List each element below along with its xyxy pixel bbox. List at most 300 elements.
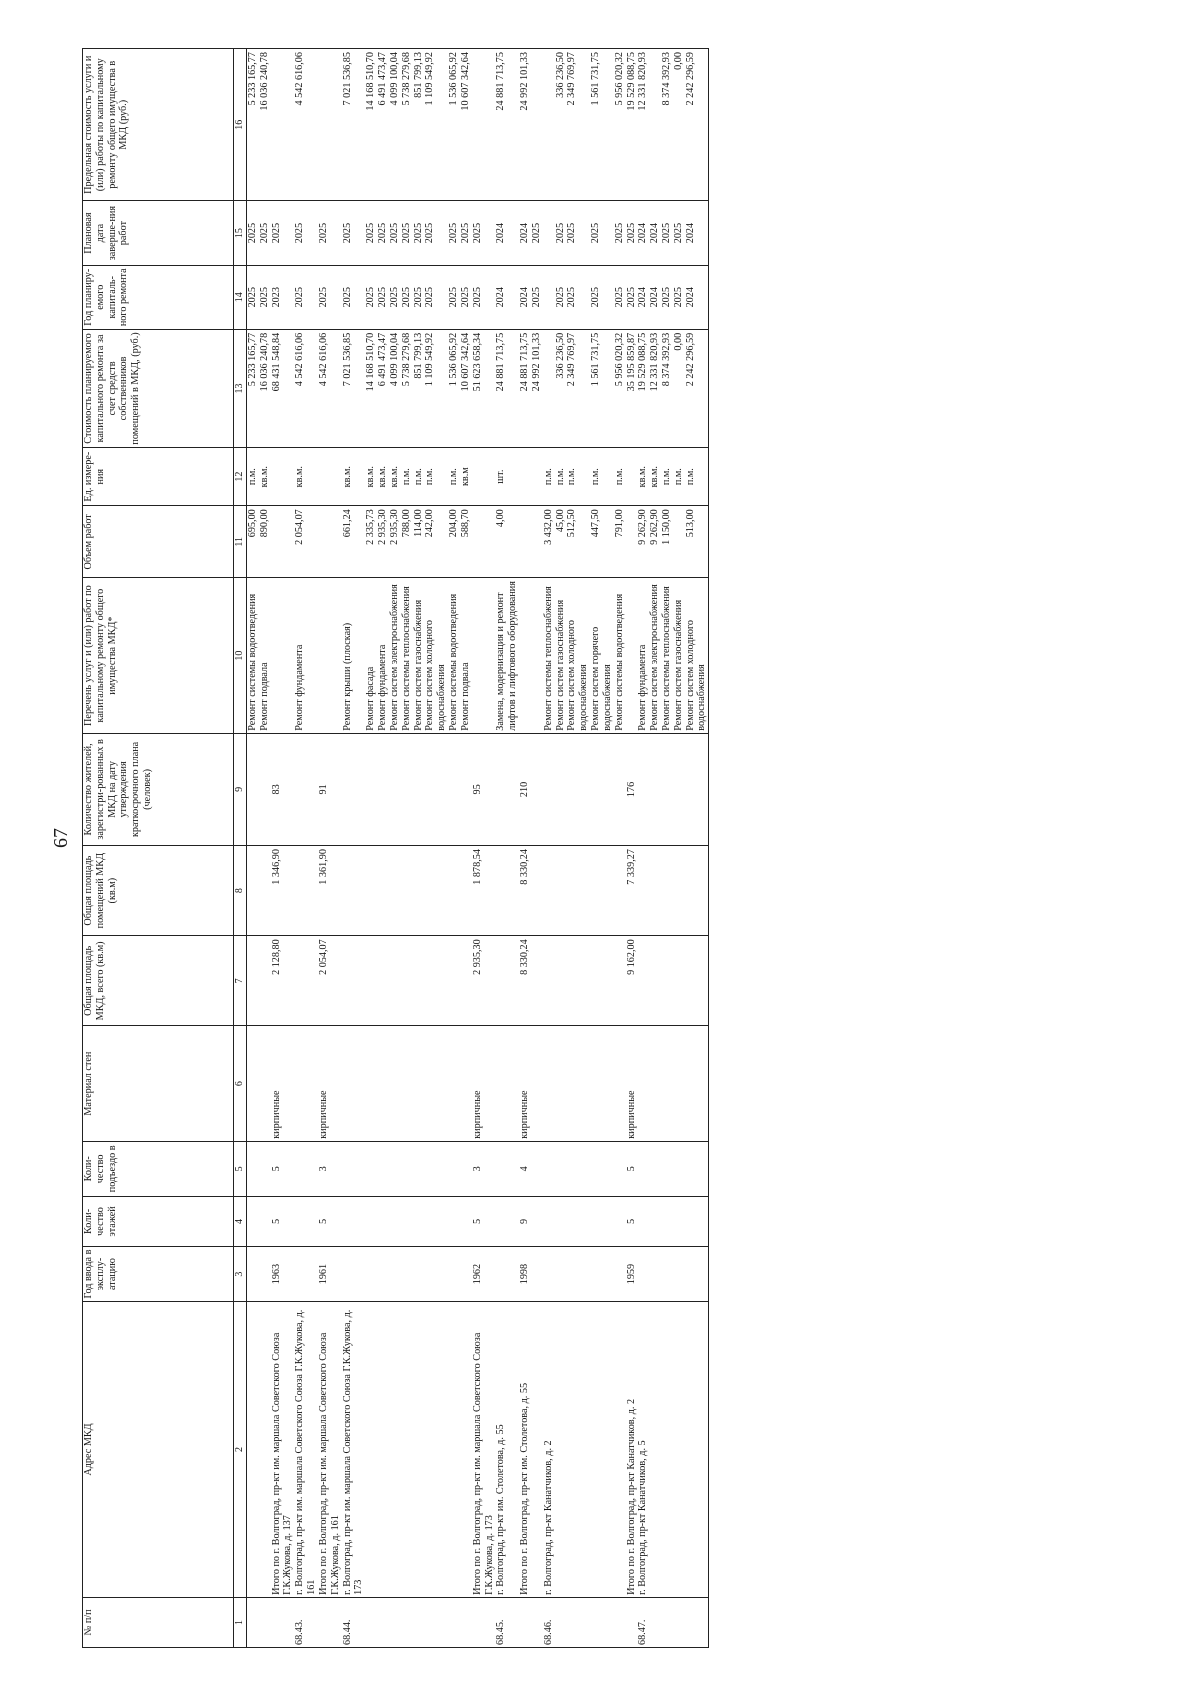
cell-floors [649,1196,661,1246]
cell-max-cost: 16 036 240,78 [259,49,271,202]
cell-wall-material: кирпичные [519,1026,543,1141]
cell-unit: кв.м. [649,448,661,506]
cell-row-number [649,1597,661,1647]
table-row [259,49,271,1648]
cell-unit: кв.м. [259,448,271,506]
column-header: Количество жителей, зарегистри-рованных в МКД на дату утверждения краткосрочного плана (человек) [83,733,234,845]
cell-work-description: Ремонт фундамента [637,578,649,733]
cell-planned-year: 2025 [661,265,673,329]
cell-max-cost: 24 992 101,33 [519,49,543,202]
cell-work-description: Ремонт фасада [365,578,377,733]
cell-entrances [614,1141,626,1196]
table-row [614,49,626,1648]
cell-row-number [271,1597,295,1647]
cell-total-area [389,936,401,1026]
cell-entrances [649,1141,661,1196]
cell-address: г. Волгоград, пр-кт Канатчиков, д. 2 [543,1302,555,1598]
cell-total-area [294,936,318,1026]
cell-planned-year: 2025 [566,265,590,329]
cell-address [401,1302,413,1598]
cell-entrances: 3 [472,1141,496,1196]
cell-completion-date: 2025 [626,201,638,265]
cell-total-area [637,936,649,1026]
cell-premises-area [413,846,425,936]
cell-entrances [294,1141,318,1196]
page-number: 67 [50,828,72,848]
cell-max-cost [271,49,295,202]
cell-unit: кв.м [460,448,472,506]
cell-residents [590,733,614,845]
cell-floors: 5 [626,1196,638,1246]
cell-entrances [401,1141,413,1196]
cell-max-cost: 336 236,50 [555,49,567,202]
cell-unit [271,448,295,506]
cell-entrances: 3 [318,1141,342,1196]
cell-wall-material: кирпичные [318,1026,342,1141]
cell-year-commissioned: 1961 [318,1247,342,1302]
cell-unit: п.м. [685,448,709,506]
column-index: 8 [234,846,247,936]
cell-row-number [424,1597,448,1647]
cell-work-volume: 2 935,30 [389,506,401,578]
cell-cost: 5 233 165,77 [247,329,259,447]
cell-wall-material [637,1026,649,1141]
cell-completion-date: 2025 [247,201,259,265]
cell-completion-date: 2025 [413,201,425,265]
cell-total-area [649,936,661,1026]
cell-max-cost [649,49,661,202]
table-row [318,49,342,1648]
cell-year-commissioned [566,1247,590,1302]
table-row [448,49,460,1648]
cell-completion-date: 2025 [342,201,366,265]
cell-planned-year: 2025 [294,265,318,329]
cell-completion-date: 2024 [637,201,649,265]
cell-planned-year: 2025 [472,265,496,329]
column-header: Год планиру-емого капиталь-ного ремонта [83,265,234,329]
cell-unit: п.м. [401,448,413,506]
cell-work-volume: 1 150,00 [661,506,673,578]
cell-entrances [413,1141,425,1196]
column-index: 5 [234,1141,247,1196]
cell-residents [365,733,377,845]
cell-work-volume: 695,00 [247,506,259,578]
cell-max-cost: 5 738 279,68 [401,49,413,202]
cell-max-cost: 19 529 088,75 [626,49,638,202]
cell-completion-date: 2025 [448,201,460,265]
cell-unit: кв.м. [294,448,318,506]
cell-planned-year: 2025 [365,265,377,329]
cell-row-number: 68.47. [637,1597,649,1647]
cell-premises-area [661,846,673,936]
cell-address [649,1302,661,1598]
table-row [460,49,472,1648]
cell-entrances [673,1141,685,1196]
cell-completion-date: 2025 [318,201,342,265]
cell-premises-area [614,846,626,936]
column-index: 4 [234,1196,247,1246]
cell-work-description: Ремонт подвала [460,578,472,733]
table-row [649,49,661,1648]
column-index: 3 [234,1247,247,1302]
cell-completion-date: 2025 [294,201,318,265]
cell-total-area [401,936,413,1026]
cell-planned-year: 2025 [389,265,401,329]
column-header: Объем работ [83,506,234,578]
cell-premises-area [401,846,413,936]
cell-row-number: 68.46. [543,1597,555,1647]
cell-cost: 51 623 658,34 [472,329,496,447]
cell-entrances [590,1141,614,1196]
column-index: 12 [234,448,247,506]
cell-wall-material [294,1026,318,1141]
cell-completion-date [543,201,555,265]
column-header: Год ввода в эксплу-атацию [83,1247,234,1302]
cell-year-commissioned: 1959 [626,1247,638,1302]
cell-planned-year: 2025 [377,265,389,329]
cell-work-description [472,578,496,733]
cell-planned-year: 2025 [401,265,413,329]
cell-total-area [543,936,555,1026]
cell-total-area: 8 330,24 [519,936,543,1026]
cell-year-commissioned [342,1247,366,1302]
cell-cost: 16 036 240,78 [259,329,271,447]
cell-address [566,1302,590,1598]
cell-total-area [448,936,460,1026]
cell-residents [637,733,649,845]
table-row [377,49,389,1648]
cell-floors [685,1196,709,1246]
cell-total-area [247,936,259,1026]
cell-wall-material [661,1026,673,1141]
table-row [365,49,377,1648]
cell-planned-year: 2023 [271,265,295,329]
cell-floors: 5 [472,1196,496,1246]
cell-floors [448,1196,460,1246]
cell-address [377,1302,389,1598]
cell-total-area [342,936,366,1026]
cell-unit: п.м. [661,448,673,506]
cell-planned-year: 2025 [673,265,685,329]
table-row [413,49,425,1648]
cell-planned-year: 2025 [318,265,342,329]
table-row [661,49,673,1648]
cell-completion-date: 2025 [566,201,590,265]
cell-year-commissioned: 1962 [472,1247,496,1302]
cell-wall-material [460,1026,472,1141]
cell-residents [377,733,389,845]
table-row [247,49,259,1648]
column-header: Адрес МКД [83,1302,234,1598]
cell-work-volume: 513,00 [685,506,709,578]
cell-floors [365,1196,377,1246]
cell-year-commissioned: 1963 [271,1247,295,1302]
cell-completion-date: 2024 [495,201,519,265]
cell-residents: 176 [626,733,638,845]
cell-cost: 0,00 [673,329,685,447]
table-row [637,49,649,1648]
cell-address [661,1302,673,1598]
cell-work-volume [271,506,295,578]
cell-wall-material [377,1026,389,1141]
cell-work-description: Ремонт крыши (плоская) [342,578,366,733]
cell-residents [389,733,401,845]
cell-address [448,1302,460,1598]
cell-row-number: 68.43. [294,1597,318,1647]
cell-work-description: Ремонт систем газоснабжения [413,578,425,733]
cell-row-number [259,1597,271,1647]
cell-year-commissioned [413,1247,425,1302]
cell-unit [472,448,496,506]
column-index: 15 [234,201,247,265]
cell-year-commissioned [661,1247,673,1302]
cell-floors [661,1196,673,1246]
cell-premises-area: 1 878,54 [472,846,496,936]
cell-work-description: Ремонт систем холодного водоснабжения [566,578,590,733]
cell-planned-year: 2025 [590,265,614,329]
cell-row-number [614,1597,626,1647]
cell-wall-material [448,1026,460,1141]
cell-wall-material: кирпичные [626,1026,638,1141]
cell-completion-date: 2024 [649,201,661,265]
cell-row-number [566,1597,590,1647]
cell-unit: шт. [495,448,519,506]
cell-residents [424,733,448,845]
cell-residents [413,733,425,845]
cell-row-number [401,1597,413,1647]
cell-work-volume [673,506,685,578]
cell-work-description: Ремонт фундамента [377,578,389,733]
cell-max-cost: 24 881 713,75 [495,49,519,202]
cell-total-area [495,936,519,1026]
cell-address [673,1302,685,1598]
cell-wall-material [424,1026,448,1141]
cell-year-commissioned [377,1247,389,1302]
column-header: Перечень услуг и (или) работ по капитальному ремонту общего имущества МКД* [83,578,234,733]
cell-year-commissioned [555,1247,567,1302]
cell-max-cost: 4 542 616,06 [294,49,318,202]
cell-total-area: 9 162,00 [626,936,638,1026]
cell-address [555,1302,567,1598]
cell-work-volume: 114,00 [413,506,425,578]
cell-unit [318,448,342,506]
cell-unit [519,448,543,506]
cell-premises-area [566,846,590,936]
cell-completion-date: 2025 [377,201,389,265]
cell-max-cost: 1 561 731,75 [590,49,614,202]
cell-wall-material [342,1026,366,1141]
cell-address [247,1302,259,1598]
cell-floors [673,1196,685,1246]
cell-total-area [424,936,448,1026]
cell-premises-area [673,846,685,936]
cell-work-description: Ремонт систем холодного водоснабжения [685,578,709,733]
column-index: 7 [234,936,247,1026]
cell-wall-material [543,1026,555,1141]
cell-address [389,1302,401,1598]
cell-planned-year: 2025 [614,265,626,329]
cell-floors [543,1196,555,1246]
cell-year-commissioned [614,1247,626,1302]
cell-wall-material [673,1026,685,1141]
cell-planned-year: 2025 [555,265,567,329]
cell-floors [342,1196,366,1246]
cell-work-volume: 661,24 [342,506,366,578]
cell-total-area [555,936,567,1026]
cell-year-commissioned: 1998 [519,1247,543,1302]
cell-work-description: Ремонт системы водоотведения [448,578,460,733]
column-index: 9 [234,733,247,845]
cell-floors [566,1196,590,1246]
cell-planned-year: 2025 [460,265,472,329]
cell-total-area [566,936,590,1026]
cell-floors [259,1196,271,1246]
cell-unit: п.м. [448,448,460,506]
cell-work-volume [519,506,543,578]
column-index: 16 [234,49,247,202]
cell-work-volume: 242,00 [424,506,448,578]
cell-total-area: 2 128,80 [271,936,295,1026]
repair-plan-table [82,48,709,1648]
column-index: 14 [234,265,247,329]
cell-residents [259,733,271,845]
cell-row-number [472,1597,496,1647]
cell-residents [673,733,685,845]
cell-max-cost [318,49,342,202]
cell-premises-area [460,846,472,936]
cell-completion-date: 2025 [271,201,295,265]
cell-row-number [673,1597,685,1647]
column-header: Плановая дата заверше-ния работ [83,201,234,265]
cell-premises-area [294,846,318,936]
cell-entrances [448,1141,460,1196]
cell-year-commissioned [590,1247,614,1302]
cell-total-area [661,936,673,1026]
table-row [519,49,543,1648]
cell-premises-area: 7 339,27 [626,846,638,936]
cell-cost: 68 431 548,84 [271,329,295,447]
column-header: Коли-чество подъездо в [83,1141,234,1196]
cell-premises-area [685,846,709,936]
cell-row-number [685,1597,709,1647]
cell-wall-material: кирпичные [271,1026,295,1141]
cell-work-volume: 2 054,07 [294,506,318,578]
table-row [342,49,366,1648]
cell-total-area [685,936,709,1026]
cell-cost: 4 099 100,04 [389,329,401,447]
cell-residents [566,733,590,845]
cell-work-volume: 3 432,00 [543,506,555,578]
table-row [495,49,519,1648]
column-header: Коли-чество этажей [83,1196,234,1246]
cell-planned-year: 2025 [626,265,638,329]
cell-row-number [626,1597,638,1647]
cell-work-volume: 4,00 [495,506,519,578]
cell-address: г. Волгоград, пр-кт им. маршала Советского Союза Г.К.Жукова, д. 161 [294,1302,318,1598]
cell-entrances [495,1141,519,1196]
cell-address [259,1302,271,1598]
column-index: 10 [234,578,247,733]
cell-cost: 851 799,13 [413,329,425,447]
cell-work-volume: 9 262,90 [649,506,661,578]
cell-residents [649,733,661,845]
table-row [590,49,614,1648]
cell-work-volume [318,506,342,578]
cell-cost: 1 109 549,92 [424,329,448,447]
column-header: Ед. измере-ния [83,448,234,506]
column-header: Материал стен [83,1026,234,1141]
cell-entrances [543,1141,555,1196]
cell-address [365,1302,377,1598]
cell-entrances [637,1141,649,1196]
cell-floors [247,1196,259,1246]
cell-row-number [247,1597,259,1647]
cell-year-commissioned [424,1247,448,1302]
cell-work-description [271,578,295,733]
cell-cost: 8 374 392,93 [661,329,673,447]
cell-total-area [673,936,685,1026]
column-index: 2 [234,1302,247,1598]
cell-completion-date: 2024 [685,201,709,265]
cell-premises-area: 1 361,90 [318,846,342,936]
table-row [424,49,448,1648]
cell-work-description: Ремонт системы теплоснабжения [543,578,555,733]
column-header: Предельная стоимость услуги и (или) работы по капитальному ремонту общего имущества в МКД (руб.) [83,49,234,202]
cell-address [590,1302,614,1598]
column-index: 11 [234,506,247,578]
cell-max-cost: 1 536 065,92 [448,49,460,202]
cell-address: г. Волгоград, пр-кт им. маршала Советского Союза Г.К.Жукова, д. 173 [342,1302,366,1598]
cell-residents [661,733,673,845]
cell-residents [543,733,555,845]
cell-floors [590,1196,614,1246]
cell-premises-area: 1 346,90 [271,846,295,936]
cell-completion-date: 2025 [472,201,496,265]
cell-work-volume: 204,00 [448,506,460,578]
cell-work-volume: 788,00 [401,506,413,578]
cell-address: Итого по г. Волгоград, пр-кт им. маршала Советского Союза Г.К.Жукова, д. 161 [318,1302,342,1598]
cell-work-volume: 447,50 [590,506,614,578]
rotated-table-page [82,48,1142,1648]
cell-residents [495,733,519,845]
cell-premises-area [259,846,271,936]
cell-year-commissioned [294,1247,318,1302]
cell-unit: п.м. [424,448,448,506]
cell-floors [495,1196,519,1246]
cell-cost: 4 542 616,06 [294,329,318,447]
cell-premises-area [389,846,401,936]
cell-entrances [424,1141,448,1196]
cell-total-area [259,936,271,1026]
cell-work-description: Замена, модернизация и ремонт лифтов и лифтового оборудования [495,578,519,733]
cell-wall-material [685,1026,709,1141]
cell-unit: п.м. [614,448,626,506]
cell-floors [614,1196,626,1246]
cell-completion-date: 2025 [661,201,673,265]
cell-entrances [661,1141,673,1196]
cell-premises-area [543,846,555,936]
cell-residents [247,733,259,845]
cell-year-commissioned [649,1247,661,1302]
cell-cost: 1 561 731,75 [590,329,614,447]
cell-max-cost: 14 168 510,70 [365,49,377,202]
cell-wall-material [566,1026,590,1141]
cell-total-area [413,936,425,1026]
cell-max-cost: 2 242 296,59 [685,49,709,202]
cell-row-number [590,1597,614,1647]
cell-max-cost: 4 099 100,04 [389,49,401,202]
table-row [472,49,496,1648]
